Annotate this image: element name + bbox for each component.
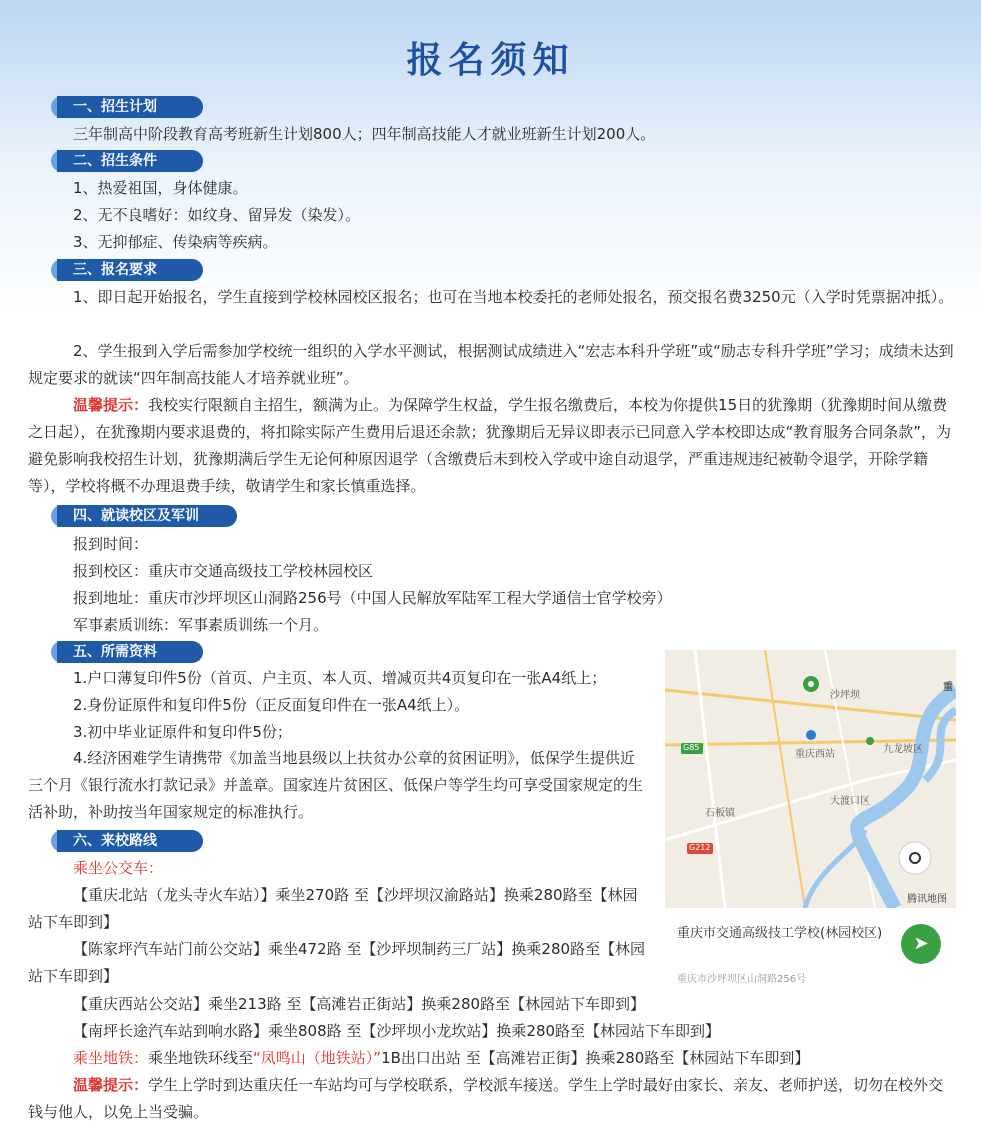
material-item: 4.经济困难学生请携带《加盖当地县级以上扶贫办公章的贫困证明》，低保学生提供近三个月《银行流水打款记录》并盖章。国家连片贫困区、低保户等学生均可享受国家规定的生活补助，补助按当年国家规定的标准执行。 — [28, 749, 644, 821]
map-canvas — [665, 650, 956, 908]
material-item: 3.初中毕业证原件和复印件5份； — [73, 723, 292, 741]
road-label: G212 — [689, 843, 711, 852]
map-label: 重 — [943, 682, 953, 693]
condition-item: 1、热爱祖国，身体健康。 — [73, 179, 248, 197]
report-address: 报到地址：重庆市沙坪坝区山洞路256号（中国人民解放军陆军工程大学通信士官学校旁） — [73, 589, 672, 607]
station-icon — [806, 730, 816, 740]
tip-text: 学生上学时到达重庆任一车站均可与学校联系，学校派车接送。学生上学时最好由家长、亲友、老师护送，切勿在校外交钱与他人，以免上当受骗。 — [28, 1076, 944, 1121]
section-header-campus: 四、就读校区及军训 — [57, 505, 237, 527]
navigate-icon: ➤ — [913, 933, 929, 954]
metro-route — [73, 1048, 809, 1068]
metro-station: “凤鸣山（地铁站）” — [253, 1049, 382, 1067]
metro-text-b: 1B出口出站 至【高滩岩正街】换乘280路至【林园站下车即到】 — [381, 1049, 810, 1067]
military-training: 军事素质训练：军事素质训练一个月。 — [73, 616, 329, 634]
route-tip — [28, 1072, 956, 1126]
condition-item: 3、无抑郁症、传染病等疾病。 — [73, 233, 278, 251]
tuition-tip — [28, 392, 956, 500]
section-header-plan: 一、招生计划 — [57, 96, 203, 118]
location-map[interactable] — [665, 650, 956, 908]
bus-route: 【南坪长途汽车站到响水路】乘坐808路 至【沙坪坝小龙坎站】换乘280路至【林园站下车即到】 — [73, 1022, 721, 1040]
map-address: 重庆市沙坪坝区山洞路256号 — [677, 974, 807, 985]
section-header-conditions: 二、招生条件 — [57, 150, 203, 172]
map-label: 沙坪坝 — [830, 690, 860, 701]
map-caption[interactable] — [665, 908, 956, 988]
requirement-1: 1、即日起开始报名，学生直接到学校林园校区报名；也可在当地本校委托的老师处报名，预交报名费3250元（入学时凭票据冲抵）。 — [73, 288, 954, 306]
map-label: 石板镇 — [705, 808, 735, 819]
section-header-requirements: 三、报名要求 — [57, 259, 203, 281]
material-item: 2.身份证原件和复印件5份（正反面复印件在一张A4纸上）。 — [73, 696, 470, 714]
tip-text: 我校实行限额自主招生，额满为止。为保障学生权益，学生报名缴费后，本校为你提供15日的犹豫期（犹豫期时间从缴费之日起），在犹豫期内要求退费的，将扣除实际产生费用后退还余款；犹豫期后无异议即表示已同意入学本校即达成“教育服务合同条款”，为避免影响我校招生计划，犹豫期满后学生无论何种原因退学（含缴费后未到校入学或中途自动退学，严重违规违纪被勒令退学，开除学籍等），学校将概不办理退费手续，敬请学生和家长慎重选择。 — [28, 396, 952, 495]
plan-text: 三年制高中阶段教育高考班新生计划800人；四年制高技能人才就业班新生计划200人。 — [73, 125, 656, 143]
section-header-routes: 六、来校路线 — [57, 830, 203, 852]
district-icon — [866, 737, 874, 745]
bus-route: 【陈家坪汽车站门前公交站】乘坐472路 至【沙坪坝制药三厂站】换乘280路至【林园站下车即到】 — [28, 940, 646, 985]
report-campus: 报到校区：重庆市交通高级技工学校林园校区 — [73, 562, 374, 580]
map-place-name: 重庆市交通高级技工学校(林园校区) — [677, 926, 883, 941]
metro-label: 乘坐地铁： — [73, 1049, 149, 1067]
condition-item: 2、无不良嗜好：如纹身、留异发（染发）。 — [73, 206, 361, 224]
section-header-materials: 五、所需资料 — [57, 641, 203, 663]
map-label: 大渡口区 — [830, 796, 870, 807]
map-brand: 腾讯地图 — [907, 894, 947, 905]
map-label: 重庆西站 — [795, 749, 835, 760]
page-title: 报名须知 — [406, 40, 575, 81]
bus-route: 【重庆北站（龙头寺火车站）】乘坐270路 至【沙坪坝汉渝路站】换乘280路至【林园站下车即到】 — [28, 886, 638, 931]
tip-label: 温馨提示： — [73, 396, 149, 414]
material-item: 1.户口薄复印件5份（首页、户主页、本人页、增减页共4页复印在一张A4纸上； — [73, 669, 607, 687]
metro-text-a: 乘坐地铁环线至 — [148, 1049, 254, 1067]
road-label: G85 — [683, 743, 700, 752]
bus-route: 【重庆西站公交站】乘坐213路 至【高滩岩正街站】换乘280路至【林园站下车即到】 — [73, 995, 646, 1013]
navigate-button[interactable] — [901, 924, 941, 964]
bus-label: 乘坐公交车： — [73, 859, 164, 877]
tip-label: 温馨提示： — [73, 1076, 149, 1094]
report-time: 报到时间： — [73, 535, 149, 553]
requirement-2: 2、学生报到入学后需参加学校统一组织的入学水平测试，根据测试成绩进入“宏志本科升学班”或“励志专科升学班”学习；成绩未达到规定要求的就读“四年制高技能人才培养就业班”。 — [28, 342, 954, 387]
map-label: 九龙坡区 — [883, 744, 923, 755]
